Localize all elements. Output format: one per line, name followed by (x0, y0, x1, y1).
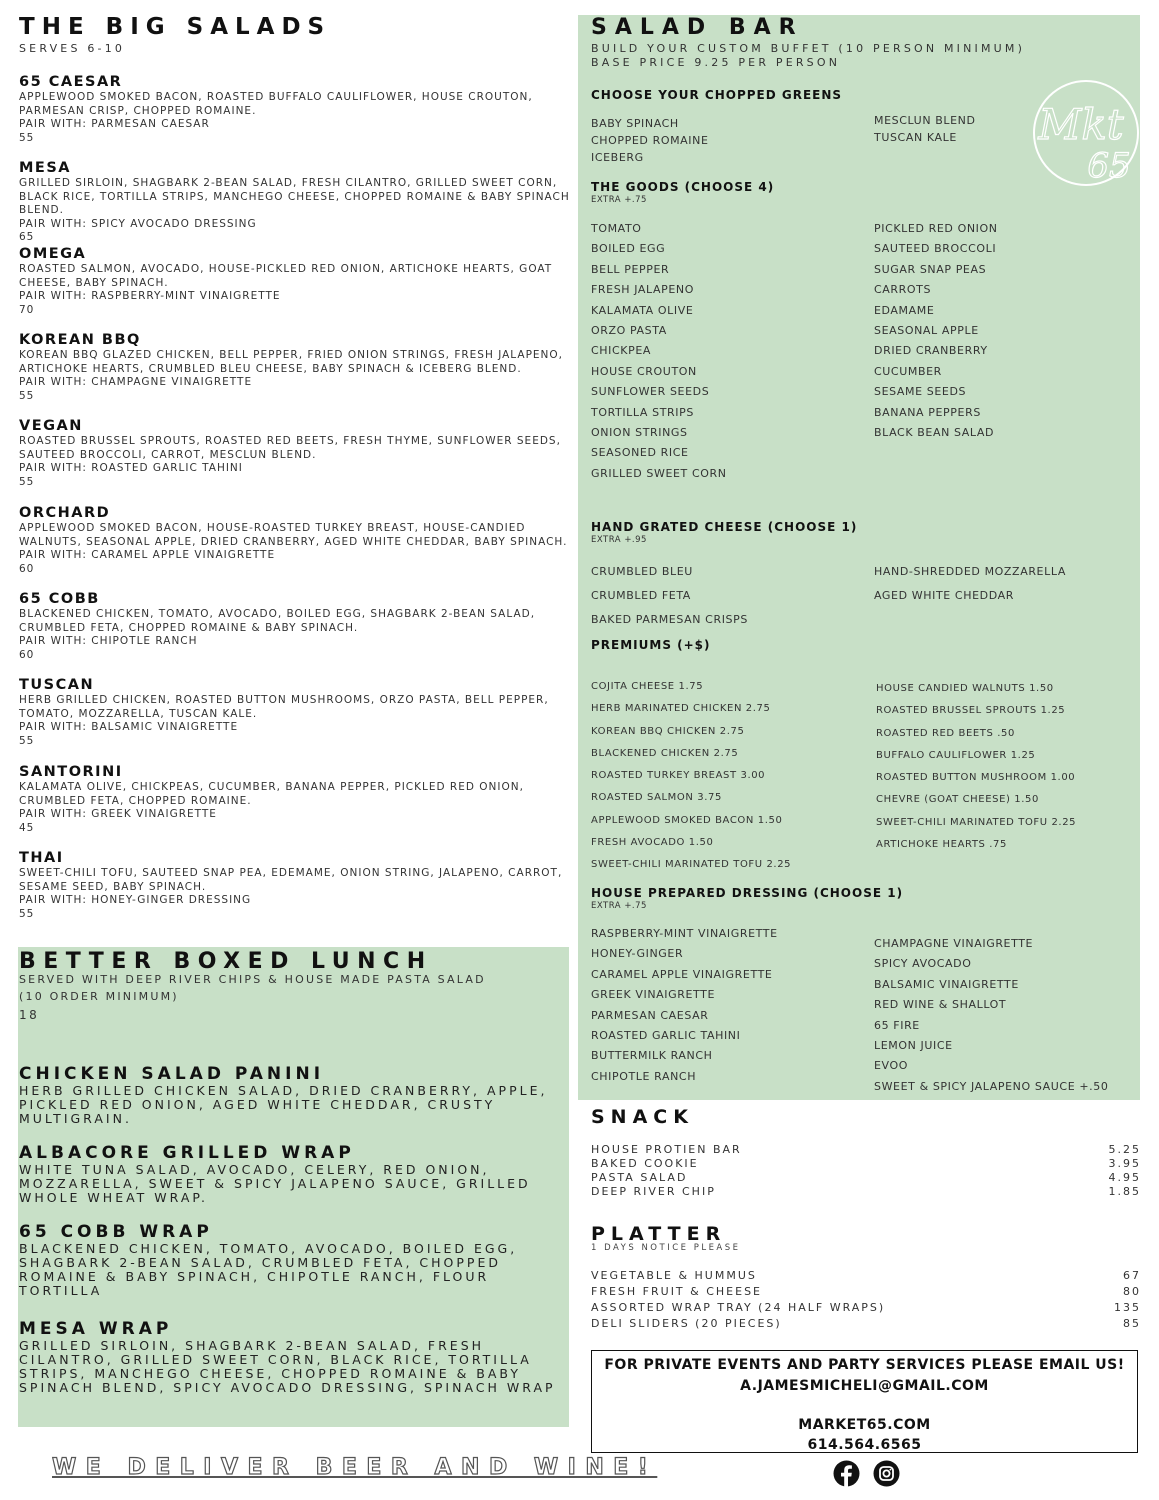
salad-price: 70 (19, 303, 35, 316)
list-item: SESAME SEEDS (874, 385, 967, 399)
list-item: APPLEWOOD SMOKED BACON 1.50 (591, 814, 783, 826)
salad-item (19, 591, 584, 662)
salad-bar-title: SALAD BAR (591, 15, 804, 40)
list-item: ROASTED RED BEETS .50 (876, 727, 1015, 739)
boxed-lunch-item (19, 1144, 564, 1205)
list-item: HOUSE CROUTON (591, 364, 697, 378)
list-item: BLACK BEAN SALAD (874, 426, 995, 440)
boxed-item-name: CHICKEN SALAD PANINI (19, 1064, 325, 1084)
list-item: CUCUMBER (874, 364, 942, 378)
salad-description: KOREAN BBQ GLAZED CHICKEN, BELL PEPPER, FRIED ONION STRINGS, FRESH JALAPENO, ARTICHOKE HEARTS, CRUMBLED BLEU CHEESE, BABY SPINACH & ICEBERG BLEND. (19, 349, 563, 375)
boxed-lunch-minimum: (10 ORDER MINIMUM) (19, 990, 179, 1003)
salad-item (19, 418, 584, 489)
goods-left (591, 219, 727, 484)
list-item: SWEET-CHILI MARINATED TOFU 2.25 (876, 816, 1077, 828)
salad-pairing: PAIR WITH: PARMESAN CAESAR (19, 118, 210, 130)
greens-title: CHOOSE YOUR CHOPPED GREENS (591, 88, 843, 102)
list-item: HOUSE CANDIED WALNUTS 1.50 (876, 683, 1054, 694)
price-row (591, 1185, 1141, 1199)
salad-description: ROASTED BRUSSEL SPROUTS, ROASTED RED BEETS, FRESH THYME, SUNFLOWER SEEDS, SAUTEED BROCCOLI, CARROT, MESCLUN BLEND. (19, 435, 561, 461)
salad-price: 55 (19, 734, 35, 747)
list-item: BUFFALO CAULIFLOWER 1.25 (876, 749, 1036, 761)
list-item: SWEET & SPICY JALAPENO SAUCE +.50 (874, 1079, 1109, 1093)
salad-description: ROASTED SALMON, AVOCADO, HOUSE-PICKLED RED ONION, ARTICHOKE HEARTS, GOAT CHEESE, BABY SPINACH. (19, 263, 553, 289)
boxed-item-name: MESA WRAP (19, 1319, 173, 1339)
salad-pairing: PAIR WITH: RASPBERRY-MINT VINAIGRETTE (19, 290, 281, 302)
dressing-title: HOUSE PREPARED DRESSING (CHOOSE 1) (591, 886, 904, 900)
item-price: 135 (1114, 1301, 1141, 1314)
goods-extra: EXTRA +.75 (591, 195, 647, 205)
contact-phone[interactable]: 614.564.6565 (807, 1437, 922, 1453)
salad-pairing: PAIR WITH: CHAMPAGNE VINAIGRETTE (19, 376, 253, 388)
list-item: EVOO (874, 1059, 908, 1073)
salad-description: APPLEWOOD SMOKED BACON, ROASTED BUFFALO CAULIFLOWER, HOUSE CROUTON, PARMESAN CRISP, CHOPPED ROMAINE. (19, 91, 533, 117)
list-item: BAKED PARMESAN CRISPS (591, 613, 748, 626)
salad-pairing: PAIR WITH: ROASTED GARLIC TAHINI (19, 462, 243, 474)
list-item: LEMON JUICE (874, 1039, 953, 1053)
facebook-icon[interactable] (833, 1460, 860, 1487)
platter-list (591, 1268, 1141, 1332)
list-item: HERB MARINATED CHICKEN 2.75 (591, 703, 771, 715)
list-item: SEASONED RICE (591, 446, 689, 460)
list-item: ARTICHOKE HEARTS .75 (876, 839, 1007, 851)
item-price: 85 (1123, 1317, 1141, 1330)
salad-price: 45 (19, 821, 35, 834)
boxed-lunch-price: 18 (19, 1008, 40, 1022)
list-item: ONION STRINGS (591, 426, 688, 440)
salad-description: SWEET-CHILI TOFU, SAUTEED SNAP PEA, EDEMAME, ONION STRING, JALAPENO, CARROT, SESAME SEED, BABY SPINACH. (19, 867, 563, 893)
list-item: SUNFLOWER SEEDS (591, 385, 710, 399)
logo-text-top: Mkt (1038, 100, 1124, 149)
list-item: BANANA PEPPERS (874, 405, 981, 419)
boxed-item-name: ALBACORE GRILLED WRAP (19, 1143, 355, 1163)
platter-title: PLATTER (591, 1223, 727, 1245)
boxed-lunch-title: BETTER BOXED LUNCH (19, 949, 433, 974)
premiums-right (876, 678, 1076, 856)
list-item: CHIPOTLE RANCH (591, 1069, 697, 1083)
salad-price: 55 (19, 907, 35, 920)
list-item: BUTTERMILK RANCH (591, 1049, 713, 1063)
salad-description: KALAMATA OLIVE, CHICKPEAS, CUCUMBER, BANANA PEPPER, PICKLED RED ONION, CRUMBLED FETA, CHOPPED ROMAINE. (19, 781, 524, 807)
list-item: ROASTED BUTTON MUSHROOM 1.00 (876, 772, 1076, 784)
salad-bar-sub2: BASE PRICE 9.25 PER PERSON (591, 56, 841, 69)
list-item: ROASTED GARLIC TAHINI (591, 1029, 741, 1043)
list-item: BLACKENED CHICKEN 2.75 (591, 747, 739, 759)
salad-name: SANTORINI (19, 764, 123, 780)
greens-left (591, 115, 709, 166)
salad-bar-sub1: BUILD YOUR CUSTOM BUFFET (10 PERSON MINIMUM) (591, 42, 1026, 55)
contact-website[interactable]: MARKET65.COM (798, 1417, 931, 1433)
item-price: 4.95 (1108, 1171, 1141, 1184)
item-price: 80 (1123, 1285, 1141, 1298)
dressing-left (591, 924, 778, 1087)
list-item: HAND-SHREDDED MOZZARELLA (874, 565, 1066, 578)
goods-right (874, 219, 998, 443)
cheese-right (874, 560, 1066, 608)
dressing-right (874, 934, 1108, 1097)
list-item: CHAMPAGNE VINAIGRETTE (874, 937, 1034, 950)
list-item: GRILLED SWEET CORN (591, 466, 727, 480)
salad-price: 60 (19, 648, 35, 661)
list-item: BELL PEPPER (591, 262, 670, 276)
salad-item (19, 74, 584, 145)
list-item: AGED WHITE CHEDDAR (874, 589, 1014, 602)
boxed-lunch-panel (18, 947, 569, 1427)
list-item: ICEBERG (591, 151, 644, 164)
list-item: MESCLUN BLEND (874, 114, 976, 127)
list-item: SAUTEED BROCCOLI (874, 242, 997, 256)
salad-name: 65 CAESAR (19, 74, 123, 90)
salad-description: APPLEWOOD SMOKED BACON, HOUSE-ROASTED TURKEY BREAST, HOUSE-CANDIED WALNUTS, SEASONAL APPLE, DRIED CRANBERRY, AGED WHITE CHEDDAR, BABY SPINACH. (19, 522, 568, 548)
list-item: ROASTED TURKEY BREAST 3.00 (591, 770, 766, 782)
salad-price: 60 (19, 562, 35, 575)
salad-item (19, 160, 584, 245)
mkt65-logo (1031, 77, 1141, 189)
salad-item (19, 246, 584, 317)
list-item: TOMATO (591, 222, 642, 235)
price-row (591, 1268, 1141, 1284)
salad-price: 55 (19, 131, 35, 144)
salad-name: OMEGA (19, 246, 87, 262)
boxed-lunch-item (19, 1065, 564, 1126)
list-item: CHICKPEA (591, 344, 651, 358)
salad-price: 55 (19, 389, 35, 402)
boxed-item-description: GRILLED SIRLOIN, SHAGBARK 2-BEAN SALAD, FRESH CILANTRO, GRILLED SWEET CORN, BLACK RICE, TORTILLA STRIPS, MANCHEGO CHEESE, CHOPPED ROMAINE & BABY SPINACH BLEND, SPICY AVOCADO DRESSING, SPINACH WRAP (19, 1338, 556, 1395)
salad-pairing: PAIR WITH: HONEY-GINGER DRESSING (19, 894, 252, 906)
premiums-left (591, 676, 791, 877)
list-item: GREEK VINAIGRETTE (591, 988, 716, 1002)
list-item: BABY SPINACH (591, 117, 679, 130)
boxed-item-description: HERB GRILLED CHICKEN SALAD, DRIED CRANBERRY, APPLE, PICKLED RED ONION, AGED WHITE CHEDDAR, CRUSTY MULTIGRAIN. (19, 1083, 548, 1126)
dressing-extra: EXTRA +.75 (591, 901, 647, 911)
list-item: CHEVRE (GOAT CHEESE) 1.50 (876, 794, 1039, 806)
greens-right (874, 112, 976, 146)
list-item: SWEET-CHILI MARINATED TOFU 2.25 (591, 859, 792, 871)
salad-item (19, 764, 584, 835)
list-item: CHOPPED ROMAINE (591, 134, 709, 147)
salad-price: 55 (19, 475, 35, 488)
delivery-banner (52, 1455, 658, 1480)
salad-item (19, 332, 584, 403)
list-item: PARMESAN CAESAR (591, 1008, 709, 1022)
item-name: DEEP RIVER CHIP (591, 1185, 716, 1198)
price-row (591, 1284, 1141, 1300)
list-item: BOILED EGG (591, 242, 666, 256)
list-item: EDAMAME (874, 303, 935, 317)
contact-box (591, 1350, 1138, 1453)
list-item: 65 FIRE (874, 1018, 920, 1032)
item-price: 5.25 (1108, 1143, 1141, 1156)
item-name: HOUSE PROTIEN BAR (591, 1143, 742, 1156)
salad-description: GRILLED SIRLOIN, SHAGBARK 2-BEAN SALAD, FRESH CILANTRO, GRILLED SWEET CORN, BLACK RICE, TORTILLA STRIPS, MANCHEGO CHEESE, CHOPPED ROMAINE & BABY SPINACH BLEND. (19, 177, 570, 216)
price-row (591, 1171, 1141, 1185)
item-name: VEGETABLE & HUMMUS (591, 1269, 757, 1282)
salad-pairing: PAIR WITH: SPICY AVOCADO DRESSING (19, 217, 257, 230)
list-item: DRIED CRANBERRY (874, 344, 988, 358)
price-row (591, 1316, 1141, 1332)
list-item: KALAMATA OLIVE (591, 303, 694, 317)
salad-pairing: PAIR WITH: BALSAMIC VINAIGRETTE (19, 721, 239, 733)
snack-list (591, 1143, 1141, 1199)
list-item: ROASTED BRUSSEL SPROUTS 1.25 (876, 705, 1066, 717)
salad-description: HERB GRILLED CHICKEN, ROASTED BUTTON MUSHROOMS, ORZO PASTA, BELL PEPPER, TOMATO, MOZZARELLA, TUSCAN KALE. (19, 694, 549, 720)
price-row (591, 1300, 1141, 1316)
salad-description: BLACKENED CHICKEN, TOMATO, AVOCADO, BOILED EGG, SHAGBARK 2-BEAN SALAD, CRUMBLED FETA, CHOPPED ROMAINE & BABY SPINACH. (19, 608, 536, 634)
list-item: SUGAR SNAP PEAS (874, 262, 987, 276)
item-price: 1.85 (1108, 1185, 1141, 1198)
list-item: SEASONAL APPLE (874, 324, 979, 338)
cheese-title: HAND GRATED CHEESE (CHOOSE 1) (591, 520, 858, 534)
salad-pairing: PAIR WITH: GREEK VINAIGRETTE (19, 808, 217, 820)
item-name: FRESH FRUIT & CHEESE (591, 1285, 763, 1298)
mkt65-logo-mark (1031, 77, 1141, 189)
salad-name: 65 COBB (19, 591, 100, 607)
big-salads-title: THE BIG SALADS (19, 14, 332, 40)
contact-email[interactable]: A.JAMESMICHELI@GMAIL.COM (740, 1378, 989, 1394)
salad-name: THAI (19, 850, 64, 866)
boxed-item-description: BLACKENED CHICKEN, TOMATO, AVOCADO, BOILED EGG, SHAGBARK 2-BEAN SALAD, CRUMBLED FETA, CHOPPED ROMAINE & BABY SPINACH, CHIPOTLE RANCH, FLOUR TORTILLA (19, 1241, 518, 1298)
item-name: ASSORTED WRAP TRAY (24 HALF WRAPS) (591, 1301, 886, 1314)
salad-pairing: PAIR WITH: CHIPOTLE RANCH (19, 635, 198, 647)
list-item: SPICY AVOCADO (874, 957, 972, 971)
list-item: CARROTS (874, 283, 932, 297)
boxed-lunch-item (19, 1223, 564, 1298)
salad-pairing: PAIR WITH: CARAMEL APPLE VINAIGRETTE (19, 549, 276, 561)
platter-subtitle: 1 DAYS NOTICE PLEASE (591, 1243, 741, 1253)
boxed-item-description: WHITE TUNA SALAD, AVOCADO, CELERY, RED ONION, MOZZARELLA, SWEET & SPICY JALAPENO SAUCE, GRILLED WHOLE WHEAT WRAP. (19, 1162, 531, 1205)
contact-line1: FOR PRIVATE EVENTS AND PARTY SERVICES PLEASE EMAIL US! (604, 1357, 1125, 1373)
salad-item (19, 850, 584, 921)
item-name: DELI SLIDERS (20 PIECES) (591, 1317, 782, 1330)
item-price: 67 (1123, 1269, 1141, 1282)
big-salads-subtitle: SERVES 6-10 (19, 42, 126, 55)
list-item: RED WINE & SHALLOT (874, 998, 1007, 1012)
salad-name: MESA (19, 160, 71, 176)
salad-name: VEGAN (19, 418, 83, 434)
salad-name: TUSCAN (19, 677, 95, 693)
list-item: CRUMBLED FETA (591, 589, 691, 602)
list-item: ORZO PASTA (591, 324, 667, 338)
item-price: 3.95 (1108, 1157, 1141, 1170)
boxed-lunch-item (19, 1320, 564, 1395)
list-item: CARAMEL APPLE VINAIGRETTE (591, 967, 773, 981)
list-item: CRUMBLED BLEU (591, 565, 693, 578)
salad-name: KOREAN BBQ (19, 332, 141, 348)
list-item: ROASTED SALMON 3.75 (591, 792, 722, 804)
boxed-item-name: 65 COBB WRAP (19, 1222, 213, 1242)
list-item: FRESH JALAPENO (591, 283, 695, 297)
delivery-banner-text: WE DELIVER BEER AND WINE! (52, 1455, 658, 1480)
salad-name: ORCHARD (19, 505, 111, 521)
snack-title: SNACK (591, 1106, 694, 1128)
item-name: BAKED COOKIE (591, 1157, 699, 1170)
list-item: RASPBERRY-MINT VINAIGRETTE (591, 927, 778, 940)
instagram-icon[interactable] (873, 1460, 900, 1487)
salad-price: 65 (19, 231, 35, 243)
list-item: KOREAN BBQ CHICKEN 2.75 (591, 725, 745, 737)
list-item: BALSAMIC VINAIGRETTE (874, 977, 1019, 991)
list-item: TUSCAN KALE (874, 131, 957, 144)
cheese-left (591, 560, 748, 632)
logo-text-bottom: 65 (1087, 146, 1131, 186)
item-name: PASTA SALAD (591, 1171, 688, 1184)
list-item: COJITA CHEESE 1.75 (591, 681, 704, 692)
price-row (591, 1143, 1141, 1157)
premiums-title: PREMIUMS (+$) (591, 638, 711, 652)
cheese-extra: EXTRA +.95 (591, 535, 647, 545)
salad-item (19, 505, 584, 576)
boxed-lunch-subtitle: SERVED WITH DEEP RIVER CHIPS & HOUSE MADE PASTA SALAD (19, 973, 486, 986)
goods-title: THE GOODS (CHOOSE 4) (591, 180, 775, 194)
price-row (591, 1157, 1141, 1171)
list-item: HONEY-GINGER (591, 947, 684, 961)
list-item: FRESH AVOCADO 1.50 (591, 837, 714, 849)
salad-item (19, 677, 584, 748)
list-item: TORTILLA STRIPS (591, 405, 694, 419)
list-item: PICKLED RED ONION (874, 222, 998, 235)
